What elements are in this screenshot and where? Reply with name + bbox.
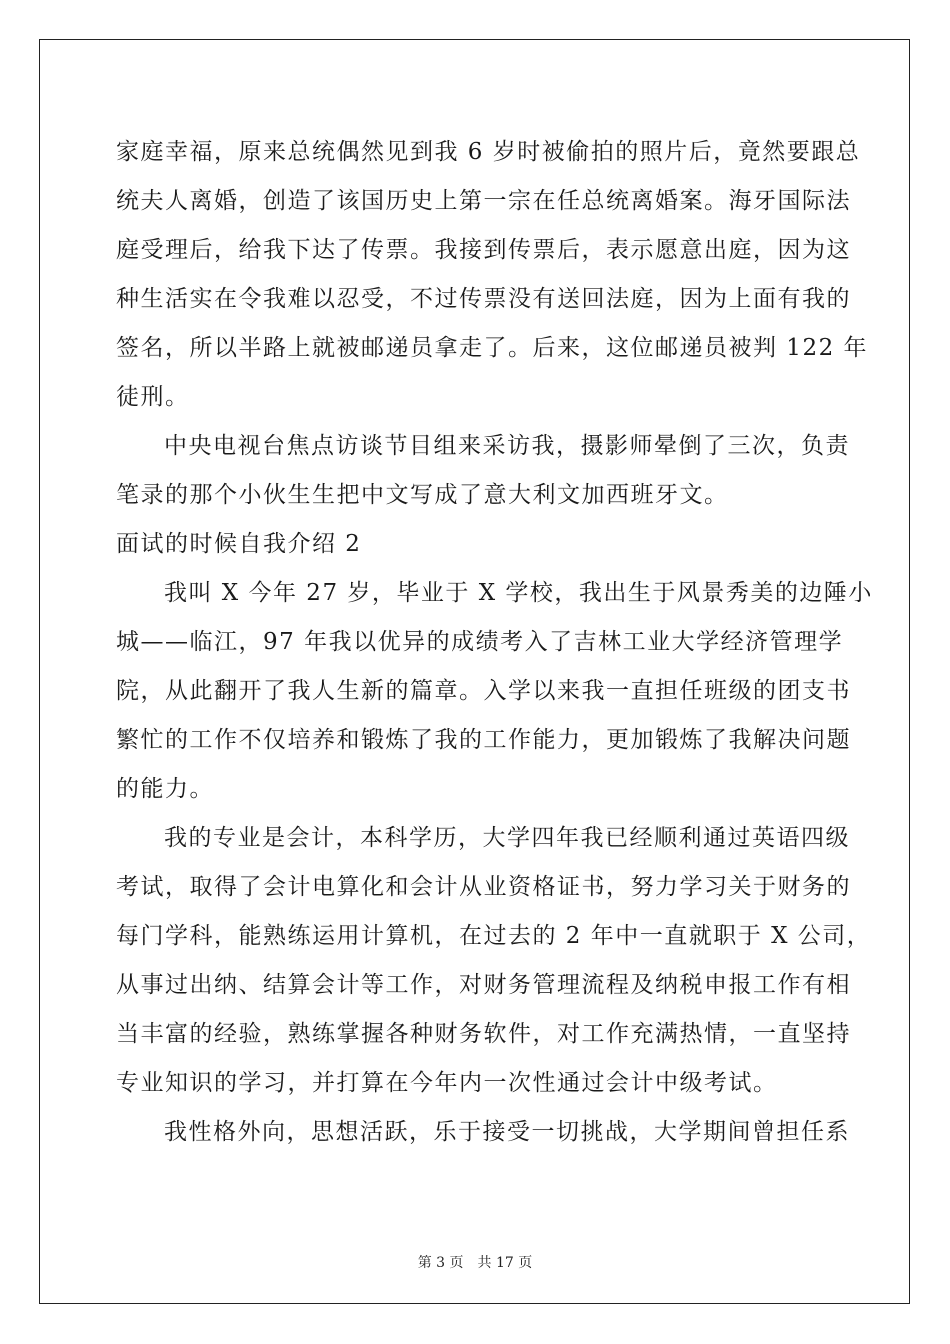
text-line: 签名，所以半路上就被邮递员拿走了。后来，这位邮递员被判 122 年 (116, 335, 869, 361)
text-line: 繁忙的工作不仅培养和锻炼了我的工作能力，更加锻炼了我解决问题 (116, 727, 851, 753)
text-line: 家庭幸福，原来总统偶然见到我 6 岁时被偷拍的照片后，竟然要跟总 (116, 139, 861, 165)
text-line: 种生活实在令我难以忍受，不过传票没有送回法庭，因为上面有我的 (116, 286, 851, 312)
text-line: 考试，取得了会计电算化和会计从业资格证书，努力学习关于财务的 (116, 874, 851, 900)
text-line: 城——临江，97 年我以优异的成绩考入了吉林工业大学经济管理学 (116, 629, 844, 655)
text-line: 专业知识的学习，并打算在今年内一次性通过会计中级考试。 (116, 1070, 778, 1096)
section-heading: 面试的时候自我介绍 2 (116, 531, 362, 557)
text-line: 当丰富的经验，熟练掌握各种财务软件，对工作充满热情，一直坚持 (116, 1021, 851, 1047)
text-line: 庭受理后，给我下达了传票。我接到传票后，表示愿意出庭，因为这 (116, 237, 851, 263)
document-body (116, 128, 873, 1157)
text-line: 笔录的那个小伙生生把中文写成了意大利文加西班牙文。 (116, 482, 729, 508)
text-line: 的能力。 (116, 776, 214, 802)
text-line: 每门学科，能熟练运用计算机，在过去的 2 年中一直就职于 X 公司， (116, 923, 872, 949)
text-line: 我叫 X 今年 27 岁，毕业于 X 学校，我出生于风景秀美的边陲小 (164, 580, 873, 606)
text-line: 我性格外向，思想活跃，乐于接受一切挑战，大学期间曾担任系 (164, 1119, 850, 1145)
text-line: 徒刑。 (116, 384, 190, 410)
page-footer: 第 3 页 共 17 页 (417, 1255, 533, 1271)
text-line: 从事过出纳、结算会计等工作，对财务管理流程及纳税申报工作有相 (116, 972, 851, 998)
text-line: 院，从此翻开了我人生新的篇章。入学以来我一直担任班级的团支书 (116, 678, 851, 704)
text-line: 统夫人离婚，创造了该国历史上第一宗在任总统离婚案。海牙国际法 (116, 188, 851, 214)
text-line: 我的专业是会计，本科学历，大学四年我已经顺利通过英语四级 (164, 825, 850, 851)
text-line: 中央电视台焦点访谈节目组来采访我，摄影师晕倒了三次，负责 (164, 433, 850, 459)
